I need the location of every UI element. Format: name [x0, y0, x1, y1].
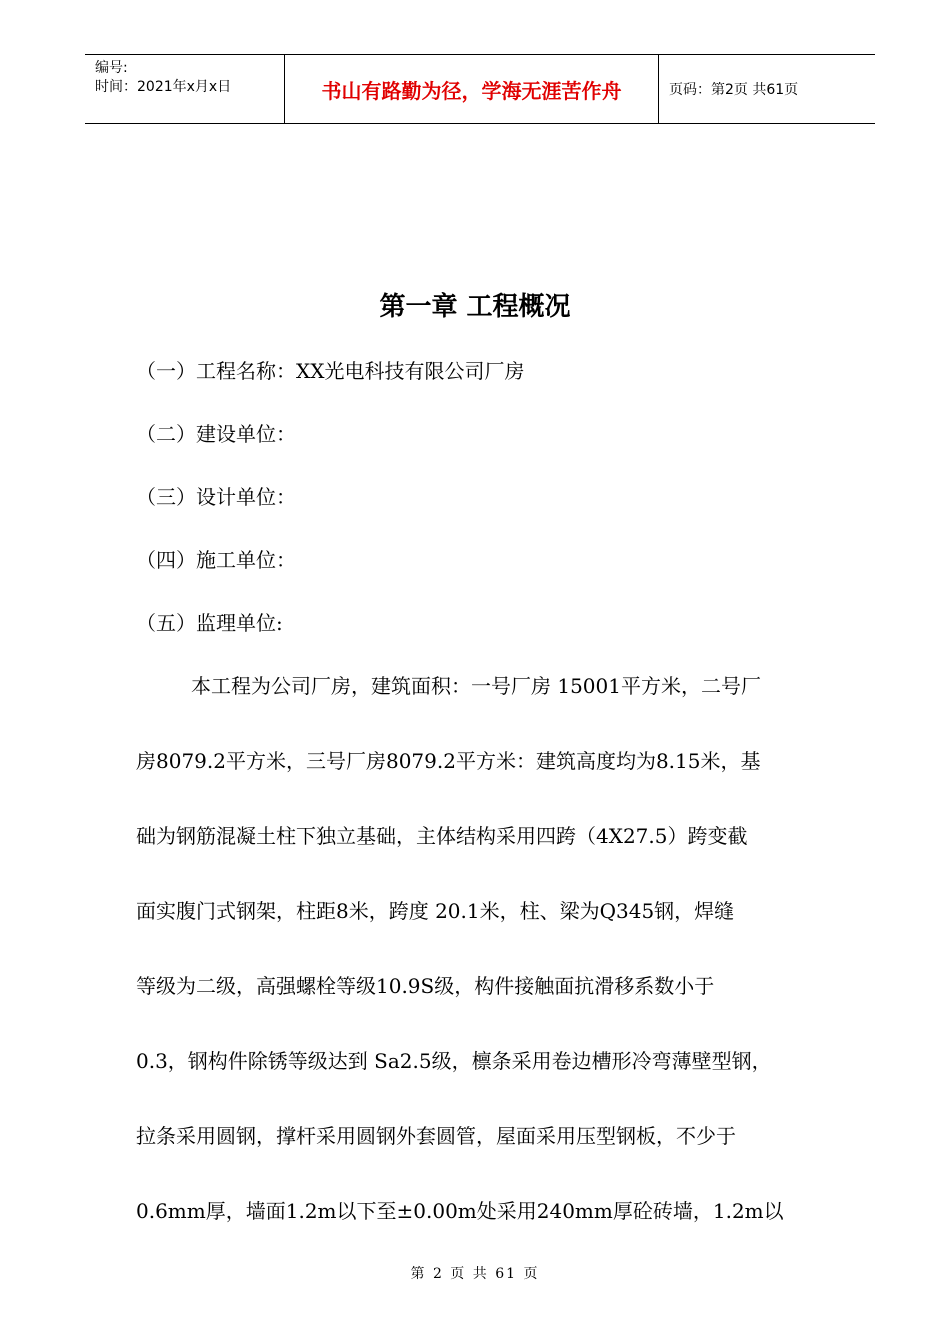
construction-unit-item: （二）建设单位： — [136, 422, 296, 446]
paragraph-line: 房8079.2平方米，三号厂房8079.2平方米：建筑高度均为8.15米，基 — [136, 749, 761, 773]
page-header — [85, 54, 875, 124]
paragraph-line: 本工程为公司厂房，建筑面积：一号厂房 15001平方米，二号厂 — [191, 674, 761, 698]
paragraph-line: 0.3，钢构件除锈等级达到 Sa2.5级，檩条采用卷边槽形冷弯薄壁型钢， — [136, 1049, 772, 1073]
builder-unit-item: （四）施工单位： — [136, 548, 296, 572]
time-label: 时间：2021年x月x日 — [95, 79, 232, 95]
serial-number-label: 编号: — [95, 60, 128, 76]
header-page-number: 页码：第2页 共61页 — [669, 82, 799, 98]
project-info-list — [136, 355, 836, 670]
project-name-item: （一）工程名称：XX光电科技有限公司厂房 — [136, 359, 525, 383]
header-meta — [85, 55, 285, 123]
paragraph-line: 拉条采用圆钢，撑杆采用圆钢外套圆管，屋面采用压型钢板，不少于 — [136, 1124, 736, 1148]
paragraph-line: 面实腹门式钢架，柱距8米，跨度 20.1米，柱、梁为Q345钢，焊缝 — [136, 899, 735, 923]
design-unit-item: （三）设计单位： — [136, 485, 296, 509]
paragraph-line: 础为钢筋混凝土柱下独立基础，主体结构采用四跨（4X27.5）跨变截 — [136, 824, 748, 848]
header-motto: 书山有路勤为径，学海无涯苦作舟 — [285, 55, 659, 123]
page-footer: 第 2 页 共 61 页 — [410, 1266, 540, 1282]
supervision-unit-item: （五）监理单位: — [136, 611, 283, 635]
paragraph-line: 等级为二级，高强螺栓等级10.9S级，构件接触面抗滑移系数小于 — [136, 974, 715, 998]
paragraph-line: 0.6mm厚，墙面1.2m以下至±0.00m处采用240mm厚砼砖墙，1.2m以 — [136, 1199, 784, 1223]
chapter-title: 第一章 工程概况 — [379, 292, 571, 322]
project-description — [136, 666, 826, 1266]
